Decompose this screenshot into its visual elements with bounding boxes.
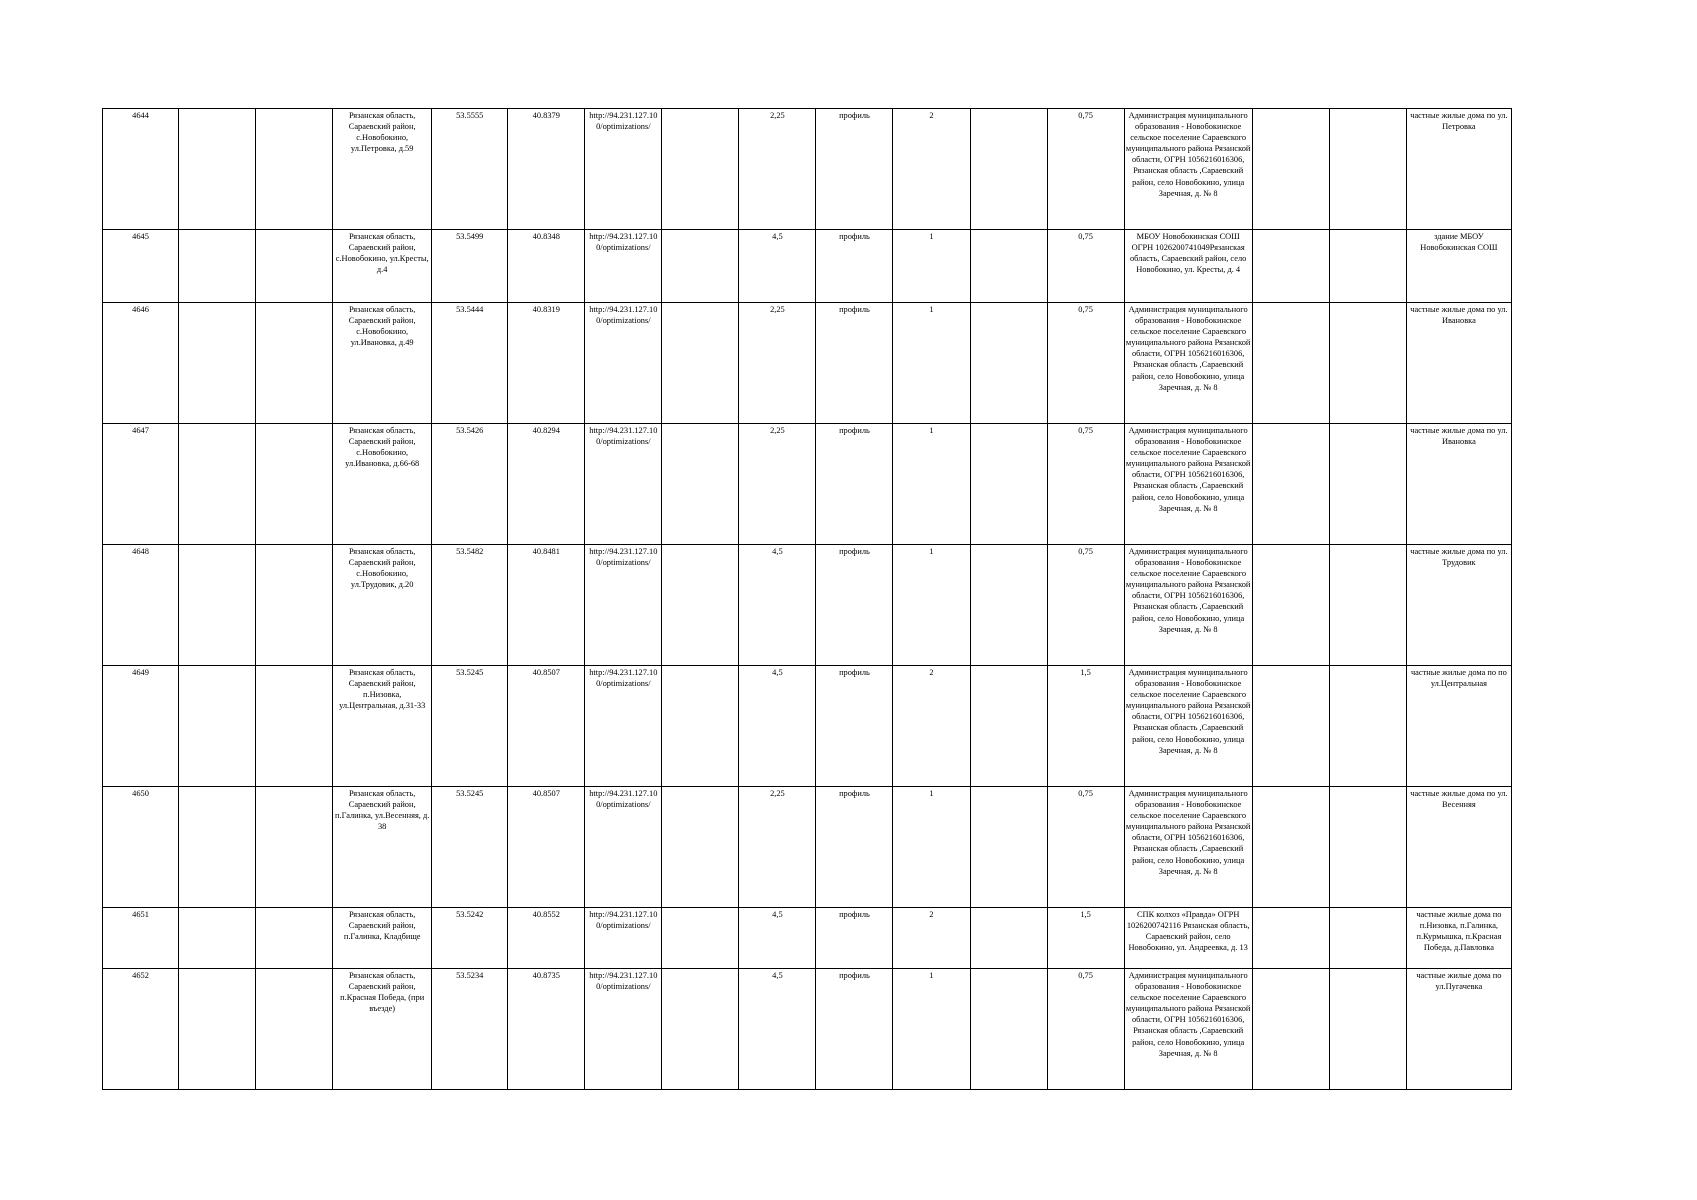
row-number-cell: 4645: [103, 230, 179, 303]
table-row: [103, 303, 1512, 424]
material-cell: профиль: [816, 230, 893, 303]
volume-cell: 0,75: [1047, 303, 1124, 424]
empty-cell: [256, 545, 333, 666]
longitude-cell: 40.8507: [508, 666, 585, 787]
link-cell: http://94.231.127.10 0/optimizations/: [585, 666, 662, 787]
sources-cell: частные жилые дома по ул. Трудовик: [1406, 545, 1511, 666]
volume-cell: 0,75: [1047, 230, 1124, 303]
empty-cell: [970, 109, 1047, 230]
empty-cell: [1329, 545, 1406, 666]
longitude-cell: 40.8552: [508, 908, 585, 969]
empty-cell: [662, 969, 739, 1090]
volume-cell: 0,75: [1047, 787, 1124, 908]
material-cell: профиль: [816, 424, 893, 545]
empty-cell: [662, 787, 739, 908]
longitude-cell: 40.8507: [508, 787, 585, 908]
area-cell: 4,5: [739, 969, 816, 1090]
empty-cell: [179, 908, 256, 969]
address-cell: Рязанская область, Сараевский район, п.Галинка, Кладбище: [333, 908, 432, 969]
empty-cell: [662, 666, 739, 787]
empty-cell: [179, 545, 256, 666]
empty-cell: [1252, 230, 1329, 303]
owner-cell: Администрация муниципального образования - Новобокинское сельское поселение Сараевского муниципального района Рязанской области, ОГРН 1056216016306, Рязанская область ,Сараевский район, село Новобокино, улица Заречная, д. № 8: [1124, 303, 1252, 424]
sources-cell: здание МБОУ Новобокинская СОШ: [1406, 230, 1511, 303]
latitude-cell: 53.5426: [432, 424, 508, 545]
link-cell: http://94.231.127.10 0/optimizations/: [585, 545, 662, 666]
address-cell: Рязанская область, Сараевский район, с.Новобокино, ул.Кресты, д.4: [333, 230, 432, 303]
area-cell: 2,25: [739, 303, 816, 424]
container-count-cell: 2: [893, 908, 970, 969]
area-cell: 4,5: [739, 908, 816, 969]
container-count-cell: 1: [893, 787, 970, 908]
latitude-cell: 53.5444: [432, 303, 508, 424]
empty-cell: [662, 230, 739, 303]
latitude-cell: 53.5242: [432, 908, 508, 969]
container-count-cell: 1: [893, 424, 970, 545]
table-row: [103, 969, 1512, 1090]
container-count-cell: 2: [893, 666, 970, 787]
empty-cell: [970, 908, 1047, 969]
empty-cell: [256, 424, 333, 545]
empty-cell: [662, 303, 739, 424]
empty-cell: [179, 109, 256, 230]
empty-cell: [256, 787, 333, 908]
empty-cell: [179, 666, 256, 787]
empty-cell: [1329, 230, 1406, 303]
empty-cell: [179, 424, 256, 545]
longitude-cell: 40.8379: [508, 109, 585, 230]
area-cell: 2,25: [739, 109, 816, 230]
owner-cell: Администрация муниципального образования - Новобокинское сельское поселение Сараевского муниципального района Рязанской области, ОГРН 1056216016306, Рязанская область ,Сараевский район, село Новобокино, улица Заречная, д. № 8: [1124, 969, 1252, 1090]
empty-cell: [1252, 303, 1329, 424]
link-cell: http://94.231.127.10 0/optimizations/: [585, 787, 662, 908]
address-cell: Рязанская область, Сараевский район, п.Низовка, ул.Центральная, д.31-33: [333, 666, 432, 787]
volume-cell: 0,75: [1047, 969, 1124, 1090]
sources-cell: частные жилые дома по по ул.Центральная: [1406, 666, 1511, 787]
volume-cell: 1,5: [1047, 908, 1124, 969]
empty-cell: [1252, 908, 1329, 969]
link-cell: http://94.231.127.10 0/optimizations/: [585, 969, 662, 1090]
area-cell: 2,25: [739, 787, 816, 908]
longitude-cell: 40.8348: [508, 230, 585, 303]
empty-cell: [970, 424, 1047, 545]
empty-cell: [256, 303, 333, 424]
owner-cell: Администрация муниципального образования - Новобокинское сельское поселение Сараевского муниципального района Рязанской области, ОГРН 1056216016306, Рязанская область ,Сараевский район, село Новобокино, улица Заречная, д. № 8: [1124, 787, 1252, 908]
link-cell: http://94.231.127.10 0/optimizations/: [585, 109, 662, 230]
empty-cell: [1329, 666, 1406, 787]
owner-cell: Администрация муниципального образования - Новобокинское сельское поселение Сараевского муниципального района Рязанской области, ОГРН 1056216016306, Рязанская область ,Сараевский район, село Новобокино, улица Заречная, д. № 8: [1124, 109, 1252, 230]
empty-cell: [1329, 424, 1406, 545]
waste-site-registry-table: [102, 108, 1512, 1090]
area-cell: 4,5: [739, 230, 816, 303]
empty-cell: [256, 109, 333, 230]
sources-cell: частные жилые дома по ул. Весенняя: [1406, 787, 1511, 908]
address-cell: Рязанская область, Сараевский район, п.Красная Победа, (при въезде): [333, 969, 432, 1090]
material-cell: профиль: [816, 303, 893, 424]
row-number-cell: 4646: [103, 303, 179, 424]
owner-cell: СПК колхоз «Правда» ОГРН 1026200742116 Рязанская область, Сараевский район, село Новобокино, ул. Андреевка, д. 13: [1124, 908, 1252, 969]
area-cell: 4,5: [739, 666, 816, 787]
sources-cell: частные жилые дома по ул. Ивановка: [1406, 303, 1511, 424]
empty-cell: [662, 424, 739, 545]
row-number-cell: 4652: [103, 969, 179, 1090]
latitude-cell: 53.5245: [432, 666, 508, 787]
sources-cell: частные жилые дома по ул.Пугачевка: [1406, 969, 1511, 1090]
empty-cell: [1252, 424, 1329, 545]
table-row: [103, 545, 1512, 666]
area-cell: 4,5: [739, 545, 816, 666]
row-number-cell: 4644: [103, 109, 179, 230]
address-cell: Рязанская область, Сараевский район, п.Галинка, ул.Весенняя, д. 38: [333, 787, 432, 908]
latitude-cell: 53.5482: [432, 545, 508, 666]
address-cell: Рязанская область, Сараевский район, с.Новобокино, ул.Петровка, д.59: [333, 109, 432, 230]
material-cell: профиль: [816, 109, 893, 230]
empty-cell: [1329, 787, 1406, 908]
owner-cell: Администрация муниципального образования - Новобокинское сельское поселение Сараевского муниципального района Рязанской области, ОГРН 1056216016306, Рязанская область ,Сараевский район, село Новобокино, улица Заречная, д. № 8: [1124, 545, 1252, 666]
empty-cell: [1252, 969, 1329, 1090]
table-row: [103, 666, 1512, 787]
owner-cell: Администрация муниципального образования - Новобокинское сельское поселение Сараевского муниципального района Рязанской области, ОГРН 1056216016306, Рязанская область ,Сараевский район, село Новобокино, улица Заречная, д. № 8: [1124, 666, 1252, 787]
link-cell: http://94.231.127.10 0/optimizations/: [585, 424, 662, 545]
container-count-cell: 2: [893, 109, 970, 230]
material-cell: профиль: [816, 908, 893, 969]
table-row: [103, 424, 1512, 545]
empty-cell: [256, 666, 333, 787]
address-cell: Рязанская область, Сараевский район, с.Новобокино, ул.Ивановка, д.49: [333, 303, 432, 424]
empty-cell: [970, 969, 1047, 1090]
material-cell: профиль: [816, 969, 893, 1090]
row-number-cell: 4648: [103, 545, 179, 666]
empty-cell: [1329, 109, 1406, 230]
empty-cell: [256, 969, 333, 1090]
row-number-cell: 4650: [103, 787, 179, 908]
row-number-cell: 4649: [103, 666, 179, 787]
empty-cell: [970, 230, 1047, 303]
empty-cell: [179, 303, 256, 424]
empty-cell: [179, 230, 256, 303]
volume-cell: 0,75: [1047, 545, 1124, 666]
volume-cell: 1,5: [1047, 666, 1124, 787]
longitude-cell: 40.8735: [508, 969, 585, 1090]
longitude-cell: 40.8319: [508, 303, 585, 424]
owner-cell: Администрация муниципального образования - Новобокинское сельское поселение Сараевского муниципального района Рязанской области, ОГРН 1056216016306, Рязанская область ,Сараевский район, село Новобокино, улица Заречная, д. № 8: [1124, 424, 1252, 545]
link-cell: http://94.231.127.10 0/optimizations/: [585, 303, 662, 424]
empty-cell: [1329, 303, 1406, 424]
latitude-cell: 53.5234: [432, 969, 508, 1090]
empty-cell: [662, 109, 739, 230]
material-cell: профиль: [816, 545, 893, 666]
longitude-cell: 40.8294: [508, 424, 585, 545]
container-count-cell: 1: [893, 230, 970, 303]
sources-cell: частные жилые дома по ул. Петровка: [1406, 109, 1511, 230]
link-cell: http://94.231.127.10 0/optimizations/: [585, 908, 662, 969]
empty-cell: [179, 787, 256, 908]
latitude-cell: 53.5245: [432, 787, 508, 908]
row-number-cell: 4651: [103, 908, 179, 969]
material-cell: профиль: [816, 787, 893, 908]
table-row: [103, 109, 1512, 230]
table-row: [103, 230, 1512, 303]
container-count-cell: 1: [893, 545, 970, 666]
material-cell: профиль: [816, 666, 893, 787]
empty-cell: [970, 303, 1047, 424]
container-count-cell: 1: [893, 969, 970, 1090]
empty-cell: [970, 787, 1047, 908]
latitude-cell: 53.5499: [432, 230, 508, 303]
volume-cell: 0,75: [1047, 109, 1124, 230]
table-row: [103, 787, 1512, 908]
empty-cell: [1329, 969, 1406, 1090]
latitude-cell: 53.5555: [432, 109, 508, 230]
link-cell: http://94.231.127.10 0/optimizations/: [585, 230, 662, 303]
empty-cell: [256, 908, 333, 969]
empty-cell: [1252, 787, 1329, 908]
owner-cell: МБОУ Новобокинская СОШ ОГРН 1026200741049Рязанская область, Сараевский район, село Новобокино, ул. Кресты, д. 4: [1124, 230, 1252, 303]
empty-cell: [1252, 666, 1329, 787]
empty-cell: [970, 666, 1047, 787]
empty-cell: [1329, 908, 1406, 969]
empty-cell: [662, 545, 739, 666]
table-row: [103, 908, 1512, 969]
volume-cell: 0,75: [1047, 424, 1124, 545]
empty-cell: [1252, 545, 1329, 666]
empty-cell: [662, 908, 739, 969]
address-cell: Рязанская область, Сараевский район, с.Новобокино, ул.Трудовик, д.20: [333, 545, 432, 666]
address-cell: Рязанская область, Сараевский район, с.Новобокино, ул.Ивановка, д.66-68: [333, 424, 432, 545]
row-number-cell: 4647: [103, 424, 179, 545]
empty-cell: [1252, 109, 1329, 230]
sources-cell: частные жилые дома по п.Низовка, п.Галинка, п.Курмышка, п.Красная Победа, д.Павловка: [1406, 908, 1511, 969]
empty-cell: [970, 545, 1047, 666]
longitude-cell: 40.8481: [508, 545, 585, 666]
empty-cell: [256, 230, 333, 303]
sources-cell: частные жилые дома по ул. Ивановка: [1406, 424, 1511, 545]
area-cell: 2,25: [739, 424, 816, 545]
container-count-cell: 1: [893, 303, 970, 424]
empty-cell: [179, 969, 256, 1090]
